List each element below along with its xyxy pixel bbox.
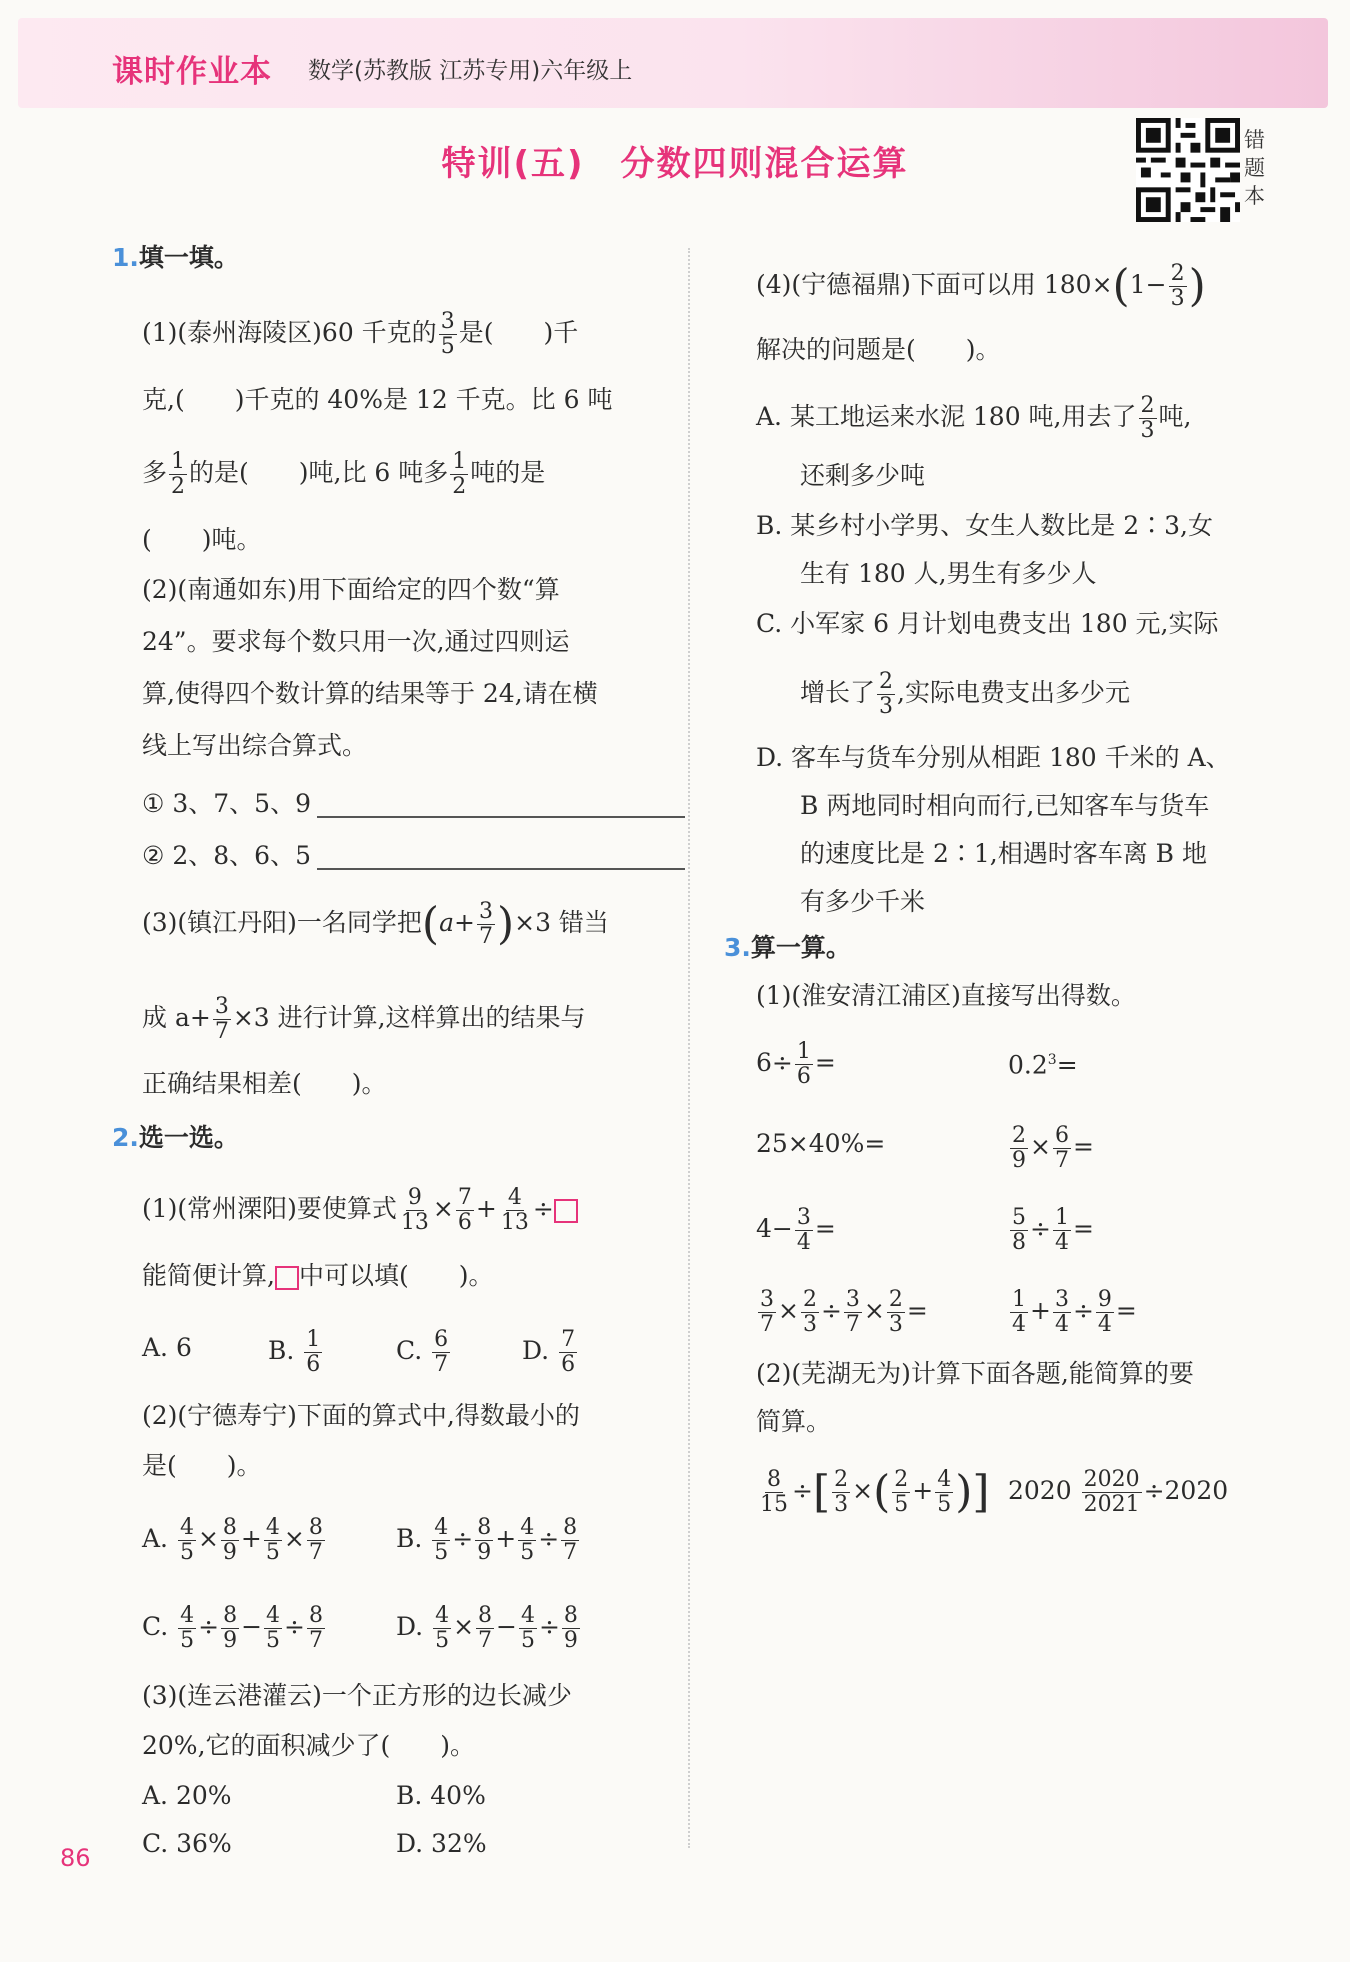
- calc-4[interactable]: $\frac{2}{9}$ × $\frac{6}{7}$ =: [1012, 1123, 1094, 1173]
- q2-2-line1: (2)(宁德寿宁)下面的算式中,得数最小的: [142, 1401, 580, 1430]
- q2-4-option-d-cont3: 有多少千米: [800, 887, 926, 916]
- section-1-heading: 1.填一填。: [112, 243, 239, 272]
- calc-2[interactable]: $0.2^3=$: [1008, 1050, 1078, 1080]
- section-3-heading: 3.算一算。: [724, 933, 851, 962]
- q1-2-line2: 24”。要求每个数只用一次,通过四则运: [142, 627, 570, 656]
- q2-4-option-a-cont: 还剩多少吨: [800, 461, 926, 490]
- q1-2-option-2: ② 2、8、6、5: [142, 836, 685, 876]
- q2-4-line1: (4)(宁德福鼎)下面可以用 180×(1− $\frac{2}{3}$ ): [756, 260, 1206, 312]
- answer-line-2[interactable]: [317, 846, 685, 870]
- calc-5[interactable]: 4− $\frac{3}{4}$ =: [756, 1205, 836, 1255]
- q2-1-option-a[interactable]: A. 6: [142, 1333, 192, 1362]
- q3-1-instruction: (1)(淮安清江浦区)直接写出得数。: [756, 981, 1136, 1010]
- q2-4-option-c[interactable]: C. 小军家 6 月计划电费支出 180 元,实际: [756, 609, 1219, 638]
- calc-1[interactable]: 6÷ $\frac{1}{6}$ =: [756, 1039, 836, 1089]
- q2-1-option-c[interactable]: C. $\frac{6}{7}$: [396, 1327, 449, 1377]
- calc-7[interactable]: $\frac{3}{7}$ × $\frac{2}{3}$ ÷ $\frac{3}{7}$ × $\frac{2}{3}$ =: [760, 1287, 928, 1337]
- q2-3-option-b[interactable]: B. 40%: [396, 1781, 486, 1810]
- q2-1-option-d[interactable]: D. $\frac{7}{6}$: [522, 1327, 576, 1377]
- q2-4-option-b-cont: 生有 180 人,男生有多少人: [800, 559, 1097, 588]
- calc-3[interactable]: 25×40%=: [756, 1129, 886, 1158]
- q2-2-option-a[interactable]: A. $\frac{4}{5}$ × $\frac{8}{9}$ + $\frac{4}{5}$ × $\frac{8}{7}$: [142, 1515, 323, 1565]
- q1-1-line3: 多 $\frac{1}{2}$ 的是( )吨,比 6 吨多 $\frac{1}{2}$ 吨的是: [142, 449, 546, 499]
- q1-3-line3: 正确结果相差( )。: [142, 1069, 387, 1098]
- calc-9[interactable]: $\frac{8}{15}$ ÷[ $\frac{2}{3}$ ×( $\frac{2}{5}$ + $\frac{4}{5}$ )]: [760, 1466, 990, 1518]
- page-title: 特训(五) 分数四则混合运算: [441, 144, 909, 184]
- calc-10[interactable]: 2020 $\frac{2020}{2021}$ ÷2020: [1008, 1467, 1229, 1517]
- q2-1-line1: (1)(常州溧阳)要使算式 $\frac{9}{13}$ × $\frac{7}{6}$ + $\frac{4}{13}$ ÷: [142, 1186, 578, 1235]
- q1-2-line3: 算,使得四个数计算的结果等于 24,请在横: [142, 679, 598, 708]
- q1-2-line1: (2)(南通如东)用下面给定的四个数“算: [142, 575, 560, 604]
- q2-3-line1: (3)(连云港灌云)一个正方形的边长减少: [142, 1681, 572, 1710]
- q2-1-line2: 能简便计算, 中可以填( )。: [142, 1261, 494, 1290]
- q2-4-option-b[interactable]: B. 某乡村小学男、女生人数比是 2∶3,女: [756, 511, 1213, 540]
- q1-3-line2: 成 a+ $\frac{3}{7}$ ×3 进行计算,这样算出的结果与: [142, 994, 586, 1044]
- brand-title: 课时作业本: [112, 54, 272, 90]
- subject-label: 数学(苏教版 江苏专用)六年级上: [308, 58, 633, 84]
- q1-1-line4: ( )吨。: [142, 525, 262, 554]
- q2-2-option-c[interactable]: C. $\frac{4}{5}$ ÷ $\frac{8}{9}$ − $\frac{4}{5}$ ÷ $\frac{8}{7}$: [142, 1603, 323, 1653]
- blank-box-2: [275, 1266, 299, 1290]
- q2-3-option-d[interactable]: D. 32%: [396, 1829, 487, 1858]
- q2-3-option-a[interactable]: A. 20%: [142, 1781, 232, 1810]
- column-divider: [688, 248, 690, 1848]
- q1-3-line1: (3)(镇江丹阳)一名同学把(a+ $\frac{3}{7}$ )×3 错当: [142, 898, 609, 950]
- answer-line-1[interactable]: [317, 794, 685, 818]
- q2-4-option-d[interactable]: D. 客车与货车分别从相距 180 千米的 A、: [756, 743, 1231, 772]
- q2-1-option-b[interactable]: B. $\frac{1}{6}$: [268, 1327, 321, 1377]
- q2-4-line2: 解决的问题是( )。: [756, 335, 1001, 364]
- page-number: 86: [60, 1844, 91, 1872]
- wrong-question-book-label: 错题本: [1244, 128, 1265, 208]
- q2-4-option-a[interactable]: A. 某工地运来水泥 180 吨,用去了 $\frac{2}{3}$ 吨,: [756, 393, 1192, 443]
- q2-4-option-d-cont2: 的速度比是 2∶1,相遇时客车离 B 地: [800, 839, 1207, 868]
- q1-1-line1: (1)(泰州海陵区)60 千克的 $\frac{3}{5}$ 是( )千: [142, 309, 579, 359]
- q2-2-option-d[interactable]: D. $\frac{4}{5}$ × $\frac{8}{7}$ − $\frac{4}{5}$ ÷ $\frac{8}{9}$: [396, 1603, 578, 1653]
- calc-8[interactable]: $\frac{1}{4}$ + $\frac{3}{4}$ ÷ $\frac{9}{4}$ =: [1012, 1287, 1137, 1337]
- q2-2-option-b[interactable]: B. $\frac{4}{5}$ ÷ $\frac{8}{9}$ + $\frac{4}{5}$ ÷ $\frac{8}{7}$: [396, 1515, 578, 1565]
- q2-4-option-d-cont1: B 两地同时相向而行,已知客车与货车: [800, 791, 1210, 820]
- q1-2-option-1: ① 3、7、5、9: [142, 784, 685, 824]
- calc-6[interactable]: $\frac{5}{8}$ ÷ $\frac{1}{4}$ =: [1012, 1205, 1094, 1255]
- q3-2-line1: (2)(芜湖无为)计算下面各题,能简算的要: [756, 1359, 1194, 1388]
- qr-code-icon[interactable]: [1136, 118, 1240, 222]
- q2-3-option-c[interactable]: C. 36%: [142, 1829, 232, 1858]
- q1-2-line4: 线上写出综合算式。: [142, 731, 368, 760]
- blank-box[interactable]: [554, 1199, 578, 1223]
- q2-4-option-c-cont: 增长了 $\frac{2}{3}$ ,实际电费支出多少元: [800, 669, 1130, 719]
- q3-2-line2: 简算。: [756, 1407, 832, 1436]
- q2-2-line2: 是( )。: [142, 1451, 262, 1480]
- q1-1-line2: 克,( )千克的 40%是 12 千克。比 6 吨: [142, 385, 613, 414]
- q2-3-line2: 20%,它的面积减少了( )。: [142, 1731, 476, 1760]
- section-2-heading: 2.选一选。: [112, 1123, 239, 1152]
